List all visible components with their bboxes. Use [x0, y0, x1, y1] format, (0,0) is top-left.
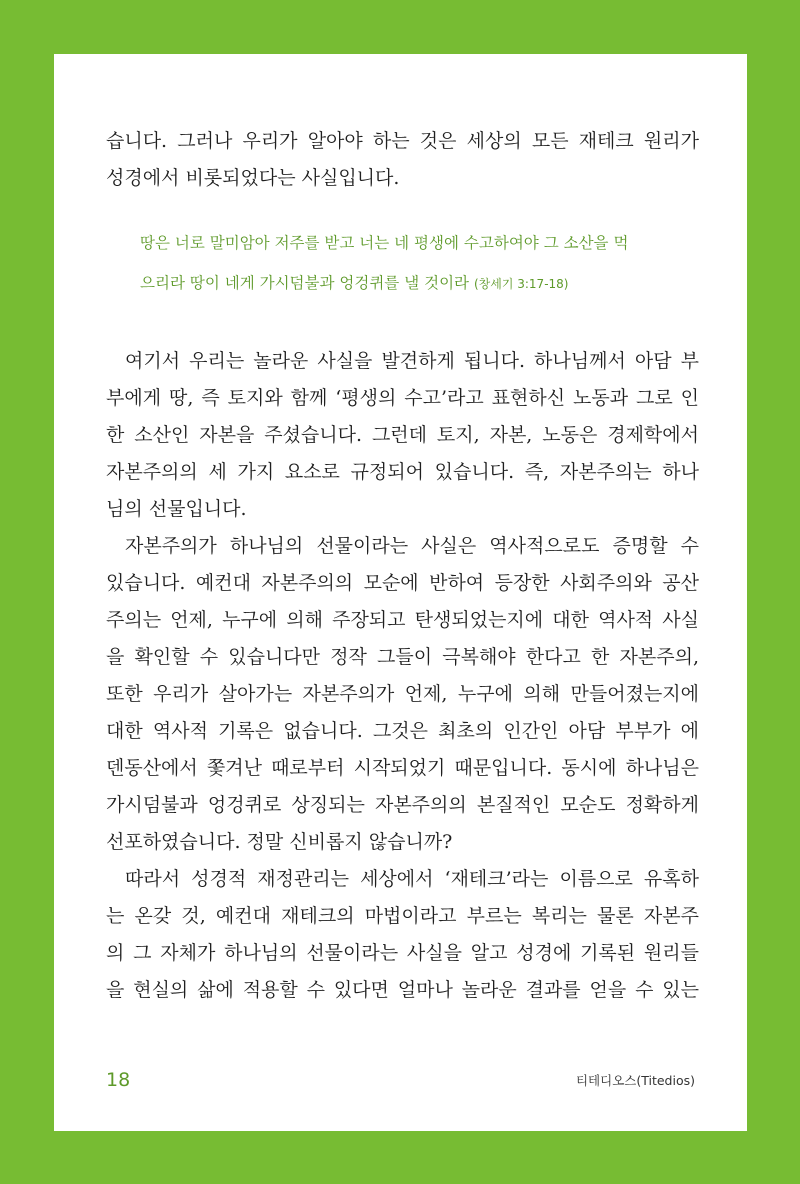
body-text-line: 을 확인할 수 있습니다만 정작 그들이 극복해야 한다고 한 자본주의,	[106, 646, 699, 668]
body-text-line: 자본주의가 하나님의 선물이라는 사실은 역사적으로도 증명할 수	[125, 535, 699, 557]
body-text-line: 또한 우리가 살아가는 자본주의가 언제, 누구에 의해 만들어졌는지에	[106, 683, 699, 705]
body-text-line: 의 그 자체가 하나님의 선물이라는 사실을 알고 성경에 기록된 원리들	[106, 942, 699, 964]
body-text-line: 덴동산에서 쫓겨난 때로부터 시작되었기 때문입니다. 동시에 하나님은	[106, 757, 699, 779]
body-text-line: 자본주의의 세 가지 요소로 규정되어 있습니다. 즉, 자본주의는 하나	[106, 461, 699, 483]
quote-reference: (창세기 3:17-18)	[473, 277, 569, 291]
book-title: 티테디오스(Titedios)	[575, 1073, 695, 1088]
quote-line	[140, 272, 568, 295]
page-number: 18	[106, 1069, 131, 1091]
quote-line-text: 으리라 땅이 네게 가시덤불과 엉겅퀴를 낼 것이라	[140, 274, 470, 292]
body-text-line: 부에게 땅, 즉 토지와 함께 ‘평생의 수고’라고 표현하신 노동과 그로 인	[106, 387, 699, 409]
book-page	[54, 54, 747, 1131]
body-text-line: 한 소산인 자본을 주셨습니다. 그런데 토지, 자본, 노동은 경제학에서	[106, 424, 699, 446]
body-text-line: 따라서 성경적 재정관리는 세상에서 ‘재테크’라는 이름으로 유혹하	[125, 868, 699, 890]
body-text-line: 을 현실의 삶에 적용할 수 있다면 얼마나 놀라운 결과를 얻을 수 있는	[106, 979, 699, 1001]
quote-line: 땅은 너로 말미암아 저주를 받고 너는 네 평생에 수고하여야 그 소산을 먹	[140, 234, 629, 252]
body-text-line: 성경에서 비롯되었다는 사실입니다.	[106, 167, 400, 189]
body-text-line: 주의는 언제, 누구에 의해 주장되고 탄생되었는지에 대한 역사적 사실	[106, 609, 699, 631]
body-text-line: 님의 선물입니다.	[106, 498, 247, 520]
body-text-line: 선포하였습니다. 정말 신비롭지 않습니까?	[106, 831, 453, 853]
body-text-line: 여기서 우리는 놀라운 사실을 발견하게 됩니다. 하나님께서 아담 부	[125, 350, 699, 372]
body-text-line: 는 온갖 것, 예컨대 재테크의 마법이라고 부르는 복리는 물론 자본주	[106, 905, 699, 927]
body-text-line: 가시덤불과 엉겅퀴로 상징되는 자본주의의 본질적인 모순도 정확하게	[106, 794, 699, 816]
body-text-line: 습니다. 그러나 우리가 알아야 하는 것은 세상의 모든 재테크 원리가	[106, 130, 699, 152]
body-text-line: 있습니다. 예컨대 자본주의의 모순에 반하여 등장한 사회주의와 공산	[106, 572, 699, 594]
body-text-line: 대한 역사적 기록은 없습니다. 그것은 최초의 인간인 아담 부부가 에	[106, 720, 699, 742]
